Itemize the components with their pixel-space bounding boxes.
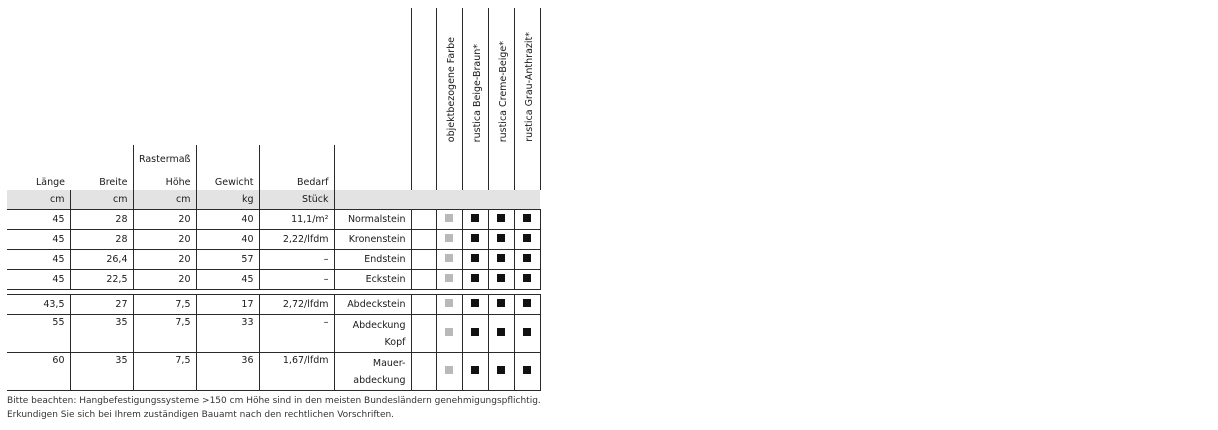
grey-square-icon — [445, 328, 453, 336]
header-breite: Breite — [99, 177, 128, 188]
black-square-icon — [523, 366, 531, 374]
swatch-cell — [514, 210, 540, 230]
black-square-icon — [523, 299, 531, 307]
table-row — [7, 295, 540, 315]
cell-breite: 28 — [70, 210, 133, 230]
cell-breite: 35 — [70, 353, 133, 391]
table-row — [7, 230, 540, 250]
swatch-cell — [514, 270, 540, 290]
black-square-icon — [471, 254, 479, 262]
cell-hoehe: 20 — [133, 230, 196, 250]
swatch-cell — [436, 270, 462, 290]
swatch-cell — [462, 353, 488, 391]
cell-breite: 26,4 — [70, 250, 133, 270]
swatch-cell — [462, 295, 488, 315]
black-square-icon — [523, 274, 531, 282]
spacer-cell — [411, 295, 436, 315]
cell-bedarf: 2,22/lfdm — [259, 230, 334, 250]
cell-gewicht: 40 — [196, 210, 259, 230]
swatch-cell — [514, 315, 540, 353]
swatch-cell — [462, 315, 488, 353]
cell-gewicht: 36 — [196, 353, 259, 391]
black-square-icon — [471, 366, 479, 374]
black-square-icon — [497, 254, 505, 262]
swatch-cell — [488, 315, 514, 353]
black-square-icon — [471, 299, 479, 307]
black-square-icon — [497, 234, 505, 242]
black-square-icon — [523, 328, 531, 336]
black-square-icon — [523, 234, 531, 242]
swatch-cell — [514, 250, 540, 270]
grey-square-icon — [445, 274, 453, 282]
swatch-cell — [436, 230, 462, 250]
spacer-cell — [411, 353, 436, 391]
header-bedarf: Bedarf — [259, 168, 334, 190]
cell-gewicht: 33 — [196, 315, 259, 353]
swatch-cell — [488, 270, 514, 290]
cell-bedarf: – — [259, 270, 334, 290]
black-square-icon — [497, 366, 505, 374]
cell-laenge: 60 — [7, 353, 70, 391]
product-name: Endstein — [364, 254, 406, 265]
table-body — [7, 210, 540, 391]
swatch-cell — [488, 230, 514, 250]
cell-laenge: 45 — [7, 270, 70, 290]
cell-name — [334, 210, 411, 230]
cell-laenge: 45 — [7, 250, 70, 270]
cell-hoehe: 20 — [133, 210, 196, 230]
swatch-cell — [436, 210, 462, 230]
cell-gewicht: 17 — [196, 295, 259, 315]
swatch-cell — [436, 250, 462, 270]
footnote-line-2: Erkundigen Sie sich bei Ihrem zuständigen Bauamt nach den rechtlichen Vorschriften. — [7, 410, 395, 420]
cell-breite: 28 — [70, 230, 133, 250]
footnote-line-1: Bitte beachten: Hangbefestigungssysteme >150 cm Höhe sind in den meisten Bundesländern genehmigungspflichtig. — [7, 396, 541, 406]
unit-laenge: cm — [7, 190, 70, 210]
swatch-cell — [462, 250, 488, 270]
swatch-cell — [514, 353, 540, 391]
cell-gewicht: 57 — [196, 250, 259, 270]
swatch-cell — [462, 210, 488, 230]
swatch-cell — [514, 230, 540, 250]
swatch-cell — [488, 210, 514, 230]
color-header-objekt: objektbezogene Farbe — [445, 36, 457, 142]
grey-square-icon — [445, 299, 453, 307]
table-header — [7, 8, 540, 210]
black-square-icon — [471, 328, 479, 336]
cell-bedarf: 2,72/lfdm — [259, 295, 334, 315]
black-square-icon — [471, 234, 479, 242]
cell-laenge: 55 — [7, 315, 70, 353]
unit-breite: cm — [70, 190, 133, 210]
cell-bedarf: – — [259, 250, 334, 270]
grey-square-icon — [445, 254, 453, 262]
unit-bedarf: Stück — [259, 190, 334, 210]
black-square-icon — [471, 214, 479, 222]
black-square-icon — [497, 274, 505, 282]
product-name: Kronenstein — [348, 234, 406, 245]
header-gewicht: Gewicht — [196, 168, 259, 190]
color-header-beige-braun: rustica Beige-Braun* — [471, 43, 483, 142]
table-row — [7, 315, 540, 353]
product-name: Abdeckstein — [347, 299, 406, 310]
cell-hoehe: 20 — [133, 250, 196, 270]
swatch-cell — [514, 295, 540, 315]
cell-hoehe: 7,5 — [133, 315, 196, 353]
spacer-cell — [411, 230, 436, 250]
product-name: Normalstein — [347, 214, 406, 225]
grey-square-icon — [445, 366, 453, 374]
black-square-icon — [523, 254, 531, 262]
cell-hoehe: 7,5 — [133, 295, 196, 315]
product-name: Abdeckung — [352, 319, 406, 331]
cell-laenge: 43,5 — [7, 295, 70, 315]
color-header-grau-anthrazit: rustica Grau-Anthrazit* — [523, 32, 535, 142]
spacer-cell — [411, 315, 436, 353]
table-row — [7, 353, 540, 391]
cell-hoehe: 20 — [133, 270, 196, 290]
product-name-line-2: abdeckung — [353, 374, 406, 386]
cell-name — [334, 353, 411, 391]
cell-gewicht: 45 — [196, 270, 259, 290]
footnote — [7, 394, 541, 422]
table-row — [7, 270, 540, 290]
header-rastermass: Rastermaß — [133, 145, 196, 168]
spacer-cell — [411, 210, 436, 230]
cell-name — [334, 315, 411, 353]
cell-bedarf: 1,67/lfdm — [259, 353, 334, 391]
product-table — [7, 8, 541, 391]
cell-laenge: 45 — [7, 230, 70, 250]
swatch-cell — [462, 230, 488, 250]
black-square-icon — [497, 328, 505, 336]
grey-square-icon — [445, 234, 453, 242]
product-name: Mauer- — [372, 357, 406, 369]
color-header-creme-beige: rustica Creme-Beige* — [497, 40, 509, 142]
cell-bedarf: – — [259, 315, 334, 353]
cell-laenge: 45 — [7, 210, 70, 230]
grey-square-icon — [445, 214, 453, 222]
swatch-cell — [488, 250, 514, 270]
table-row — [7, 210, 540, 230]
cell-breite: 35 — [70, 315, 133, 353]
swatch-cell — [436, 353, 462, 391]
unit-gewicht: kg — [196, 190, 259, 210]
cell-gewicht: 40 — [196, 230, 259, 250]
black-square-icon — [471, 274, 479, 282]
cell-breite: 22,5 — [70, 270, 133, 290]
cell-hoehe: 7,5 — [133, 353, 196, 391]
table-row — [7, 250, 540, 270]
black-square-icon — [523, 214, 531, 222]
cell-name — [334, 295, 411, 315]
product-name-line-2: Kopf — [384, 336, 406, 348]
product-name: Eckstein — [365, 274, 406, 285]
cell-bedarf: 11,1/m² — [259, 210, 334, 230]
cell-name — [334, 270, 411, 290]
cell-name — [334, 230, 411, 250]
header-hoehe: Höhe — [133, 168, 196, 190]
black-square-icon — [497, 214, 505, 222]
cell-name — [334, 250, 411, 270]
cell-breite: 27 — [70, 295, 133, 315]
swatch-cell — [436, 295, 462, 315]
swatch-cell — [462, 270, 488, 290]
swatch-cell — [488, 353, 514, 391]
swatch-cell — [436, 315, 462, 353]
header-laenge: Länge — [35, 177, 65, 188]
spacer-cell — [411, 270, 436, 290]
unit-hoehe: cm — [133, 190, 196, 210]
swatch-cell — [488, 295, 514, 315]
spacer-cell — [411, 250, 436, 270]
black-square-icon — [497, 299, 505, 307]
